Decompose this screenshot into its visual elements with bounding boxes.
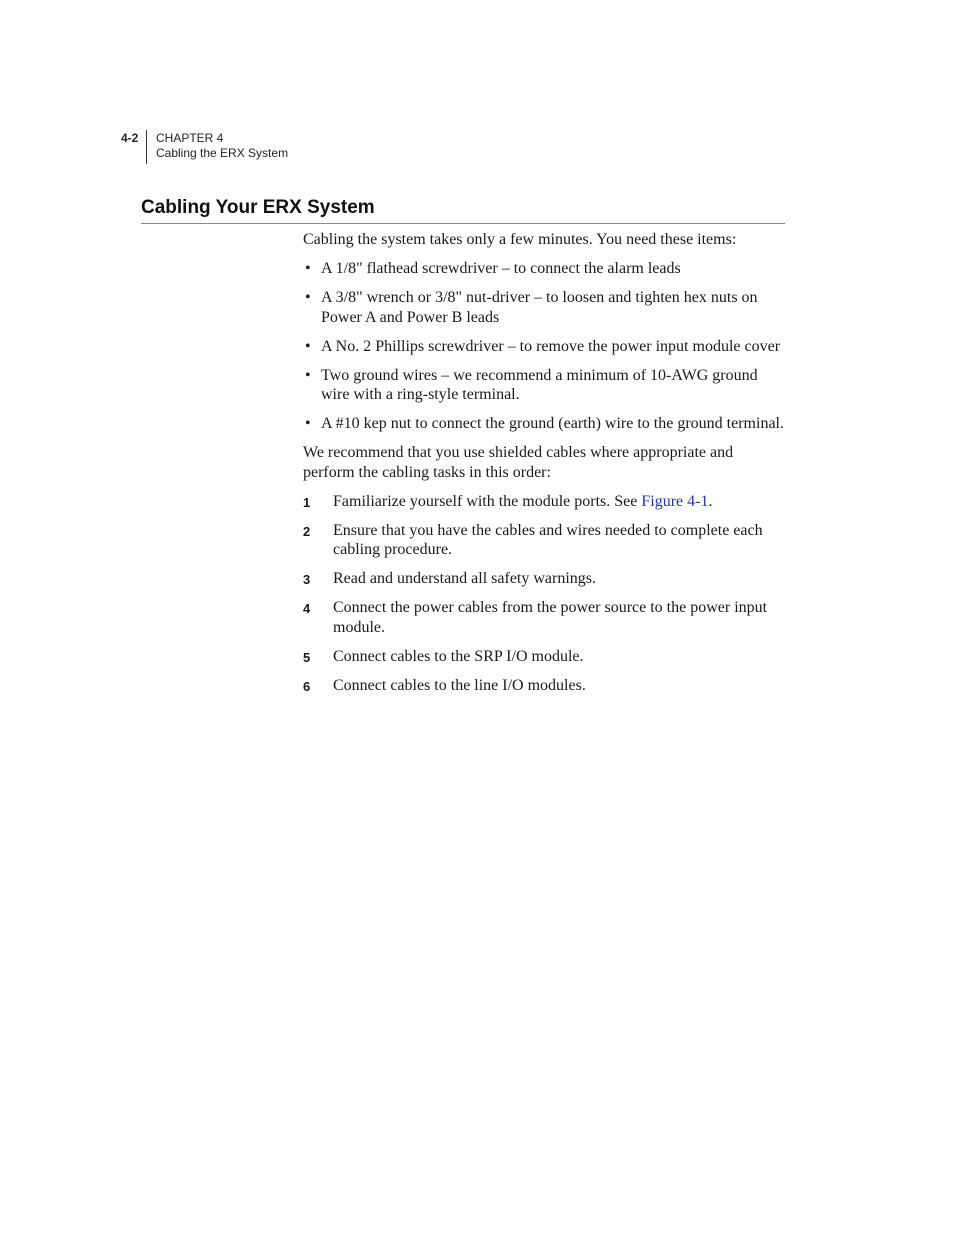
step-item: [303, 521, 785, 560]
chapter-heading: [156, 131, 288, 161]
step-text: Connect the power cables from the power source to the power input module.: [333, 599, 768, 636]
section-body: [303, 230, 785, 705]
list-item: [303, 366, 785, 405]
bullet-icon: •: [305, 415, 311, 432]
step-number: 3: [303, 572, 311, 587]
order-intro-paragraph: We recommend that you use shielded cables where appropriate and perform the cabling tasks in this order:: [303, 444, 734, 481]
list-item: [303, 259, 785, 279]
list-item-text: Two ground wires – we recommend a minimum of 10-AWG ground wire with a ring-style terminal.: [321, 366, 758, 403]
step-text: Read and understand all safety warnings.: [333, 570, 597, 587]
list-item: [303, 337, 785, 357]
bullet-icon: •: [305, 337, 311, 355]
step-text: Connect cables to the line I/O modules.: [333, 676, 586, 694]
step-number: 1: [303, 494, 311, 510]
step-number: 4: [303, 601, 311, 616]
step-item: [303, 492, 785, 512]
bullet-icon: •: [305, 289, 311, 306]
section-title: Cabling Your ERX System: [141, 197, 375, 218]
list-item-text: A #10 kep nut to connect the ground (earth) wire to the ground terminal.: [321, 415, 784, 432]
step-text: Familiarize yourself with the module ports. See Figure 4-1.: [333, 492, 713, 510]
intro-paragraph: Cabling the system takes only a few minutes. You need these items:: [303, 231, 737, 248]
step-number: 5: [303, 649, 311, 665]
step-text: Connect cables to the SRP I/O module.: [333, 647, 584, 665]
step-text: Ensure that you have the cables and wires needed to complete each cabling procedure.: [333, 521, 763, 558]
step-number: 2: [303, 523, 311, 539]
chapter-label: CHAPTER 4: [156, 131, 224, 145]
section-title-rule: [141, 223, 785, 224]
list-item: [303, 288, 785, 327]
step-item: [303, 569, 785, 589]
bullet-icon: •: [305, 366, 311, 384]
list-item-text: A No. 2 Phillips screwdriver – to remove the power input module cover: [321, 337, 781, 355]
bullet-icon: •: [305, 260, 311, 277]
list-item-text: A 1/8" flathead screwdriver – to connect the alarm leads: [321, 260, 681, 277]
header-divider: [146, 130, 147, 164]
cabling-steps-list: [303, 492, 785, 696]
chapter-title: Cabling the ERX System: [156, 146, 289, 160]
list-item-text: A 3/8" wrench or 3/8" nut-driver – to loosen and tighten hex nuts on Power A and Power B leads: [321, 289, 758, 326]
list-item: [303, 414, 785, 434]
page-number: 4-2: [121, 131, 139, 145]
step-item: [303, 647, 785, 667]
figure-4-1-link[interactable]: Figure 4-1: [641, 492, 709, 510]
step-number: 6: [303, 678, 311, 694]
step-item: [303, 598, 785, 637]
step-item: [303, 676, 785, 696]
required-items-list: [303, 259, 785, 434]
